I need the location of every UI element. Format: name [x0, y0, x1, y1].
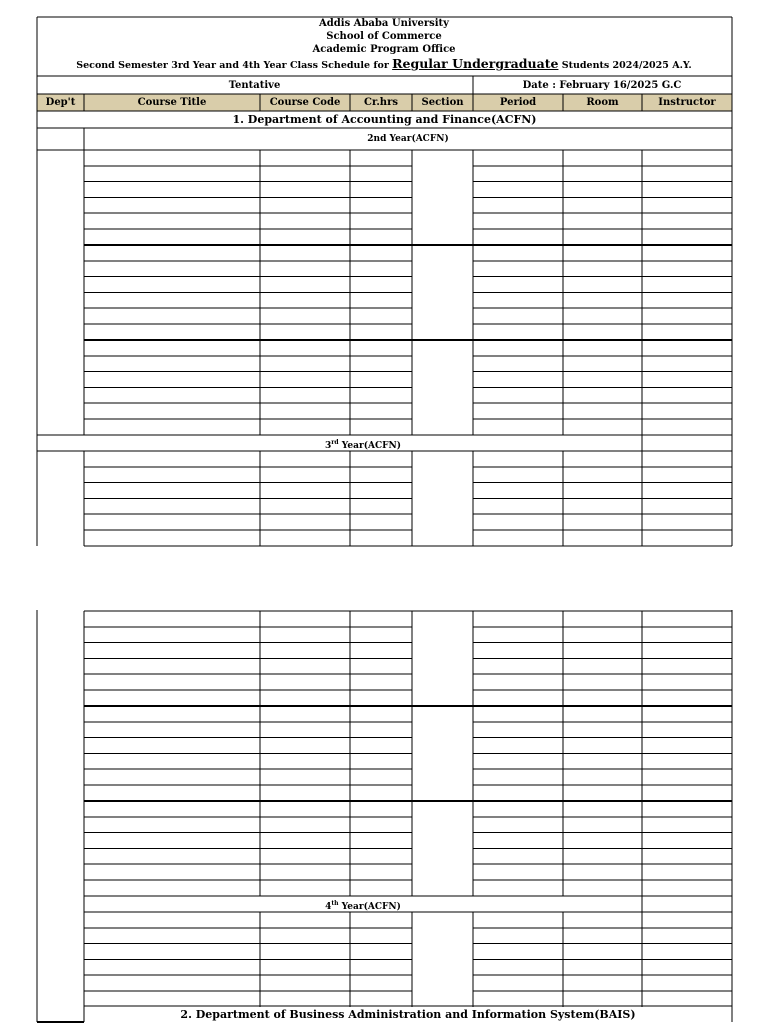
year-4th-sup: th: [331, 900, 339, 907]
office-name: Academic Program Office: [312, 44, 456, 55]
col-header-instructor: Instructor: [658, 97, 716, 108]
year-label-4th: [84, 897, 642, 914]
col-header-period: Period: [499, 97, 537, 108]
status-label: Tentative: [228, 80, 281, 91]
col-header-room: Room: [586, 97, 619, 108]
university-name: Addis Ababa University: [319, 18, 449, 29]
year-label-3rd: [84, 436, 642, 453]
year-3rd-sup: rd: [331, 439, 339, 446]
school-name: School of Commerce: [326, 31, 442, 42]
year-3rd-rest: Year(ACFN): [338, 441, 401, 451]
col-header-dept: Dep't: [45, 97, 76, 108]
department-title-bais: 2. Department of Business Administration and Information System(BAIS): [180, 1008, 636, 1021]
year-4th-num: 4: [325, 902, 332, 912]
date-label: Date : February 16/2025 G.C: [522, 80, 682, 91]
year-3rd-num: 3: [325, 441, 332, 451]
year-4th-rest: Year(ACFN): [338, 902, 401, 912]
schedule-title-emphasis: Regular Undergraduate: [392, 56, 559, 71]
col-header-course-code: Course Code: [269, 97, 341, 108]
col-header-section: Section: [421, 97, 464, 108]
year-label-2nd: 2nd Year(ACFN): [367, 134, 449, 144]
col-header-course-title: Course Title: [137, 97, 207, 108]
department-title-acfn: 1. Department of Accounting and Finance(ACFN): [232, 113, 537, 126]
col-header-credit-hours: Cr.hrs: [364, 97, 398, 108]
schedule-title-part1: Second Semester 3rd Year and 4th Year Class Schedule for: [76, 60, 393, 71]
schedule-title-part2: Students 2024/2025 A.Y.: [558, 60, 692, 71]
